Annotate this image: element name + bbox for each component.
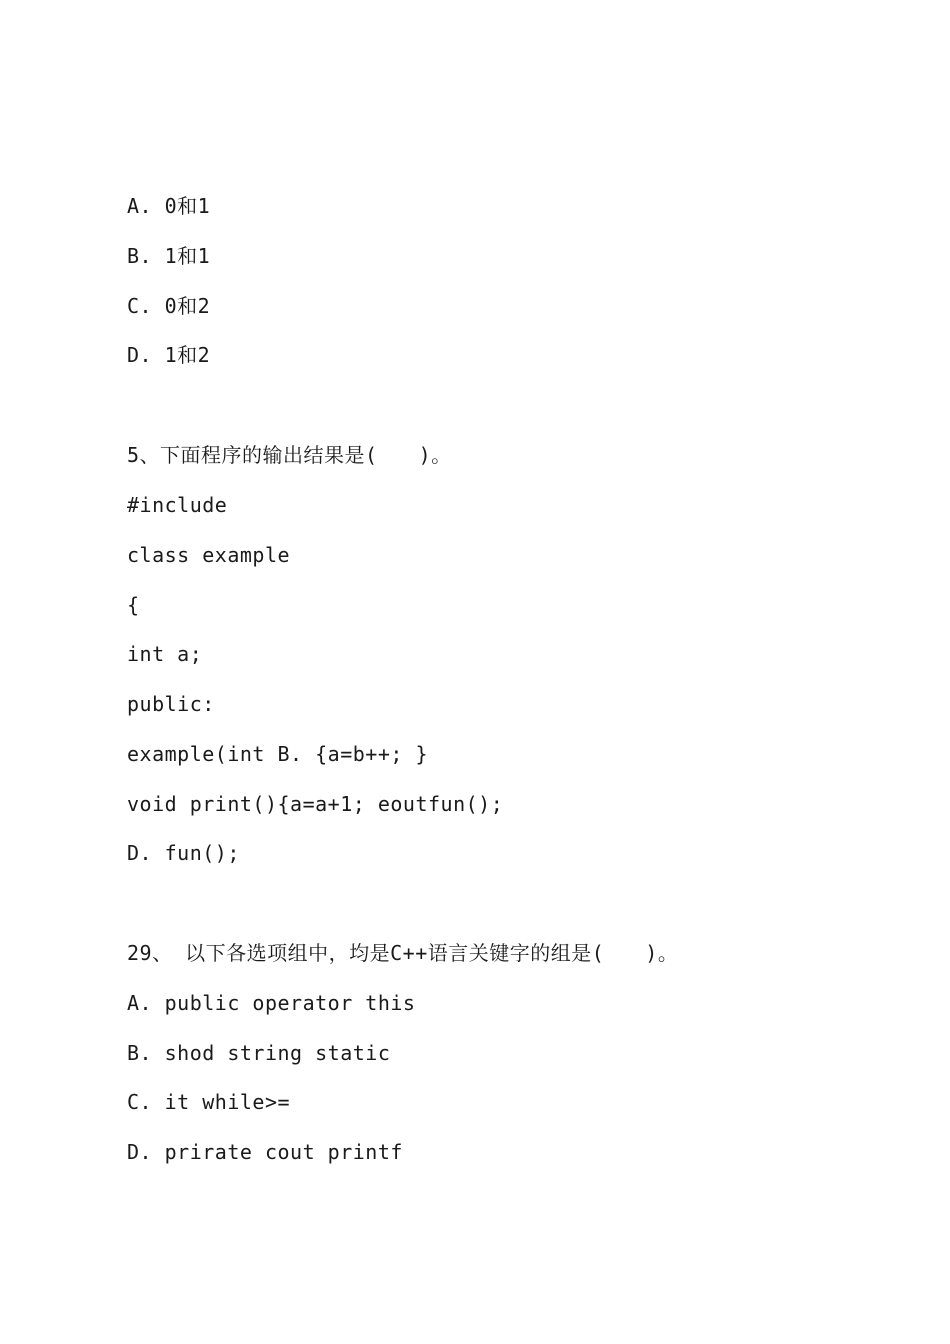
option-c: C. 0和2 [127,294,211,318]
code-line: int a; [127,642,203,666]
code-line: D. fun(); [127,841,240,865]
question-29-stem: 29、 以下各选项组中，均是C++语言关键字的组是( )。 [127,941,679,965]
code-line: { [127,593,140,617]
option-a: A. 0和1 [127,194,211,218]
code-line: class example [127,543,291,567]
code-line: example(int B. {a=b++; } [127,742,428,766]
q29-option-c: C. it while>= [127,1090,291,1114]
code-line: void print(){a=a+1; eoutfun(); [127,792,504,816]
q29-option-b: B. shod string static [127,1041,391,1065]
code-line: public: [127,692,215,716]
q29-option-d: D. prirate cout printf [127,1140,403,1164]
option-d: D. 1和2 [127,343,211,367]
code-line: #include [127,493,228,517]
option-b: B. 1和1 [127,244,211,268]
question-5-stem: 5、下面程序的输出结果是( )。 [127,443,452,467]
q29-option-a: A. public operator this [127,991,416,1015]
